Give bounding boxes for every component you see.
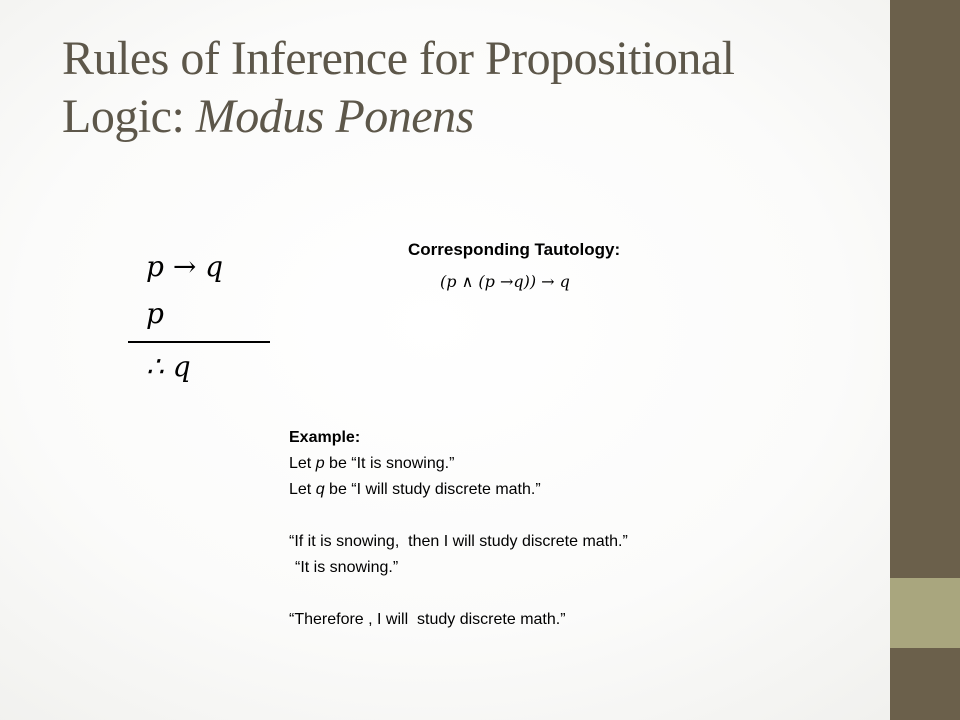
- let-p-variable: p: [315, 455, 325, 472]
- tautology-formula: (p ∧ (p →q)) → q: [440, 272, 570, 291]
- argument-conclusion: ∴ q: [146, 350, 191, 383]
- let-q-prefix: Let: [289, 481, 316, 498]
- example-premise-2: “It is snowing.”: [295, 559, 399, 576]
- title-line-2: [62, 88, 862, 146]
- blank-line: [289, 581, 628, 607]
- blank-line: [289, 503, 628, 529]
- sidebar-decoration: [890, 0, 960, 720]
- sidebar-accent-band: [890, 578, 960, 648]
- inference-line: [128, 341, 270, 343]
- example-let-p: [289, 451, 628, 477]
- let-q-suffix: be “I will study discrete math.”: [324, 481, 541, 498]
- let-p-suffix: be “It is snowing.”: [324, 455, 455, 472]
- let-p-prefix: Let: [289, 455, 316, 472]
- let-q-variable: q: [315, 481, 325, 498]
- example-block: [289, 425, 628, 633]
- tautology-heading: Corresponding Tautology:: [408, 240, 621, 259]
- slide-title: [62, 30, 862, 146]
- example-premise-1: “If it is snowing, then I will study discrete math.”: [289, 533, 628, 550]
- argument-premise-2: p: [146, 297, 164, 330]
- title-line-1: Rules of Inference for Propositional: [62, 32, 735, 85]
- example-heading: Example:: [289, 429, 361, 446]
- example-let-q: [289, 477, 628, 503]
- argument-premise-1: p → q: [146, 250, 224, 283]
- example-conclusion: “Therefore , I will study discrete math.”: [289, 611, 566, 628]
- title-line-2-italic: Modus Ponens: [195, 90, 474, 143]
- title-line-2-prefix: Logic:: [62, 90, 196, 143]
